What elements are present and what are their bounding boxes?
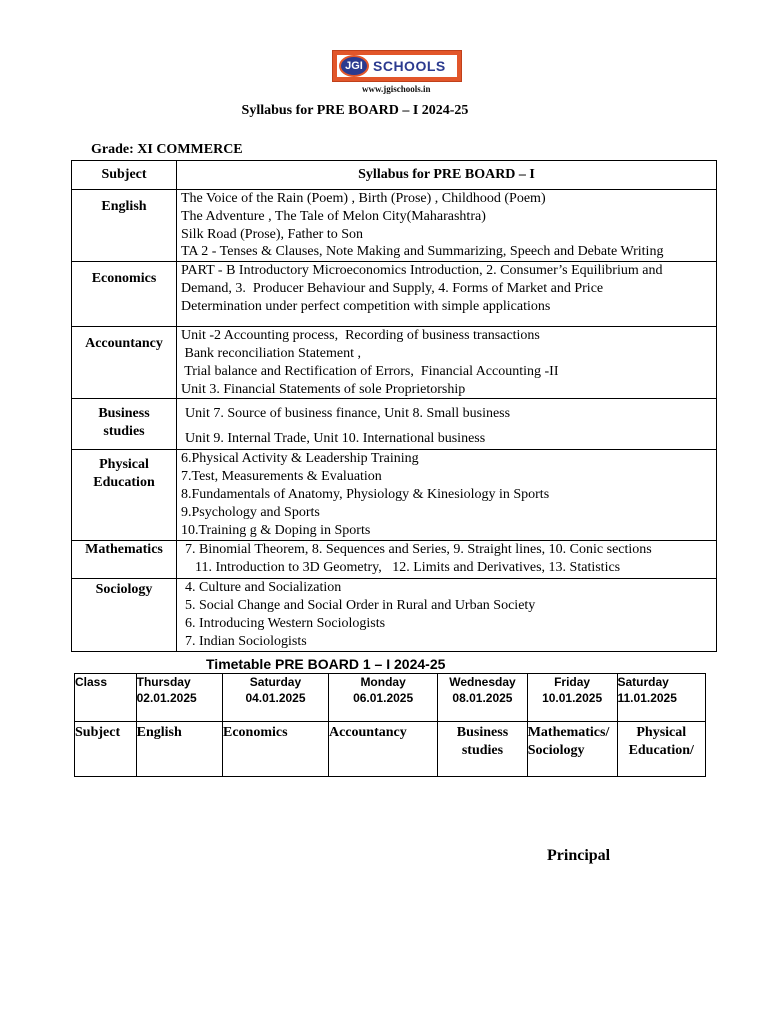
- syllabus-line: 8.Fundamentals of Anatomy, Physiology & Kinesiology in Sports: [181, 486, 550, 502]
- subject-cell: [72, 262, 177, 327]
- exam-subject: Sociology: [527, 743, 585, 758]
- timetable-subject-cell: [222, 722, 328, 777]
- principal-signature: Principal: [547, 847, 611, 864]
- exam-subject: Mathematics/: [527, 725, 610, 740]
- syllabus-line: 6.Physical Activity & Leadership Training: [181, 451, 419, 467]
- day-name: Wednesday: [449, 675, 516, 689]
- syllabus-line: 5. Social Change and Social Order in Rural and Urban Society: [185, 598, 536, 614]
- exam-subject: Business: [456, 725, 509, 740]
- logo-word: SCHOOLS: [373, 58, 446, 74]
- subject-name-line: studies: [103, 424, 145, 440]
- syllabus-line: Unit 9. Internal Trade, Unit 10. International business: [185, 431, 486, 447]
- exam-subject: Accountancy: [328, 725, 407, 740]
- subject-name-line: Education: [93, 475, 155, 491]
- syllabus-line: Silk Road (Prose), Father to Son: [181, 226, 363, 242]
- logo-frame: [332, 50, 462, 82]
- syllabus-row: [72, 541, 717, 579]
- syllabus-row: [72, 327, 717, 399]
- subject-cell: [72, 399, 177, 450]
- syllabus-line: 11. Introduction to 3D Geometry, 12. Limits and Derivatives, 13. Statistics: [195, 560, 621, 576]
- syllabus-header-row: [72, 161, 717, 190]
- exam-subject: studies: [461, 743, 504, 758]
- subject-name-line: Accountancy: [85, 336, 163, 352]
- syllabus-row: [72, 450, 717, 541]
- exam-subject: Physical: [636, 725, 687, 740]
- syllabus-line: 6. Introducing Western Sociologists: [185, 615, 386, 631]
- syllabus-line: 10.Training g & Doping in Sports: [181, 522, 371, 538]
- exam-subject: Economics: [222, 725, 288, 740]
- subject-cell: [72, 541, 177, 579]
- syllabus-line: TA 2 - Tenses & Clauses, Note Making and Summarizing, Speech and Debate Writing: [181, 244, 664, 260]
- exam-subject: Education/: [628, 743, 694, 758]
- school-logo: [332, 50, 462, 96]
- timetable-day-cell: [617, 674, 706, 722]
- timetable-header-row: [75, 674, 706, 722]
- syllabus-line: Unit 3. Financial Statements of sole Proprietorship: [181, 381, 466, 397]
- subject-cell: [72, 450, 177, 541]
- subject-cell: [72, 327, 177, 399]
- exam-date: 02.01.2025: [136, 691, 197, 705]
- exam-subject: English: [136, 725, 182, 740]
- syllabus-line: 7.Test, Measurements & Evaluation: [181, 469, 382, 485]
- subject-cell: [72, 579, 177, 651]
- syllabus-line: 9.Psychology and Sports: [181, 504, 320, 520]
- class-label: Class: [75, 674, 137, 722]
- subject-name-line: Economics: [91, 271, 157, 287]
- exam-date: 04.01.2025: [245, 691, 306, 705]
- syllabus-row: [72, 190, 717, 262]
- timetable-day-cell: [328, 674, 437, 722]
- timetable-subject-cell: [527, 722, 617, 777]
- syllabus-table: [71, 160, 717, 652]
- syllabus-content-cell: [177, 450, 717, 541]
- syllabus-line: The Voice of the Rain (Poem) , Birth (Prose) , Childhood (Poem): [181, 191, 546, 206]
- day-name: Friday: [554, 675, 591, 689]
- exam-date: 08.01.2025: [452, 691, 513, 705]
- exam-date: 10.01.2025: [542, 691, 603, 705]
- syllabus-row: [72, 262, 717, 327]
- day-name: Saturday: [249, 675, 302, 689]
- syllabus-line: Determination under perfect competition with simple applications: [181, 298, 551, 314]
- timetable-title: Timetable PRE BOARD 1 – I 2024-25: [206, 656, 446, 672]
- exam-date: 11.01.2025: [617, 691, 677, 705]
- document-title: Syllabus for PRE BOARD – I 2024-25: [241, 103, 469, 118]
- syllabus-line: Unit -2 Accounting process, Recording of business transactions: [181, 328, 540, 344]
- subject-name-line: English: [101, 199, 147, 214]
- subject-label: Subject: [75, 722, 137, 777]
- syllabus-line: Demand, 3. Producer Behaviour and Supply, 4. Forms of Market and Price: [181, 280, 604, 296]
- syllabus-content-cell: [177, 399, 717, 450]
- syllabus-line: The Adventure , The Tale of Melon City(Maharashtra): [181, 208, 486, 224]
- syllabus-header: Syllabus for PRE BOARD – I: [177, 161, 717, 190]
- subject-name-line: Sociology: [95, 582, 153, 598]
- subject-cell: [72, 190, 177, 262]
- logo-url: www.jgischools.in: [362, 84, 431, 94]
- timetable-day-cell: [136, 674, 222, 722]
- day-name: Saturday: [617, 675, 669, 689]
- subject-name-line: Physical: [99, 457, 149, 473]
- syllabus-content-cell: [177, 541, 717, 579]
- syllabus-row: [72, 399, 717, 450]
- syllabus-line: PART - B Introductory Microeconomics Introduction, 2. Consumer’s Equilibrium and: [181, 263, 663, 279]
- timetable-day-cell: [527, 674, 617, 722]
- timetable-subject-cell: [136, 722, 222, 777]
- timetable-subject-cell: [328, 722, 437, 777]
- syllabus-content-cell: [177, 262, 717, 327]
- syllabus-content-cell: [177, 579, 717, 651]
- syllabus-line: Unit 7. Source of business finance, Unit 8. Small business: [185, 406, 511, 422]
- timetable-subject-cell: [617, 722, 706, 777]
- syllabus-line: 7. Binomial Theorem, 8. Sequences and Series, 9. Straight lines, 10. Conic sections: [185, 542, 652, 558]
- timetable-day-cell: [438, 674, 527, 722]
- syllabus-row: [72, 579, 717, 651]
- syllabus-content-cell: [177, 327, 717, 399]
- subject-name-line: Mathematics: [85, 542, 163, 558]
- timetable-day-cell: [222, 674, 328, 722]
- grade-label: Grade: XI COMMERCE: [91, 142, 243, 157]
- timetable-subject-cell: [438, 722, 527, 777]
- timetable-subject-row: [75, 722, 706, 777]
- syllabus-content-cell: [177, 190, 717, 262]
- syllabus-line: Bank reconciliation Statement ,: [181, 345, 362, 361]
- day-name: Thursday: [136, 675, 191, 689]
- exam-date: 06.01.2025: [353, 691, 414, 705]
- syllabus-line: Trial balance and Rectification of Errors, Financial Accounting -II: [181, 363, 559, 379]
- subject-header: Subject: [72, 161, 177, 190]
- syllabus-line: 7. Indian Sociologists: [185, 633, 307, 649]
- syllabus-line: 4. Culture and Socialization: [185, 580, 342, 596]
- logo-mark: JGI: [339, 55, 369, 77]
- subject-name-line: Business: [98, 406, 150, 422]
- timetable-table: [74, 673, 706, 777]
- day-name: Monday: [360, 675, 406, 689]
